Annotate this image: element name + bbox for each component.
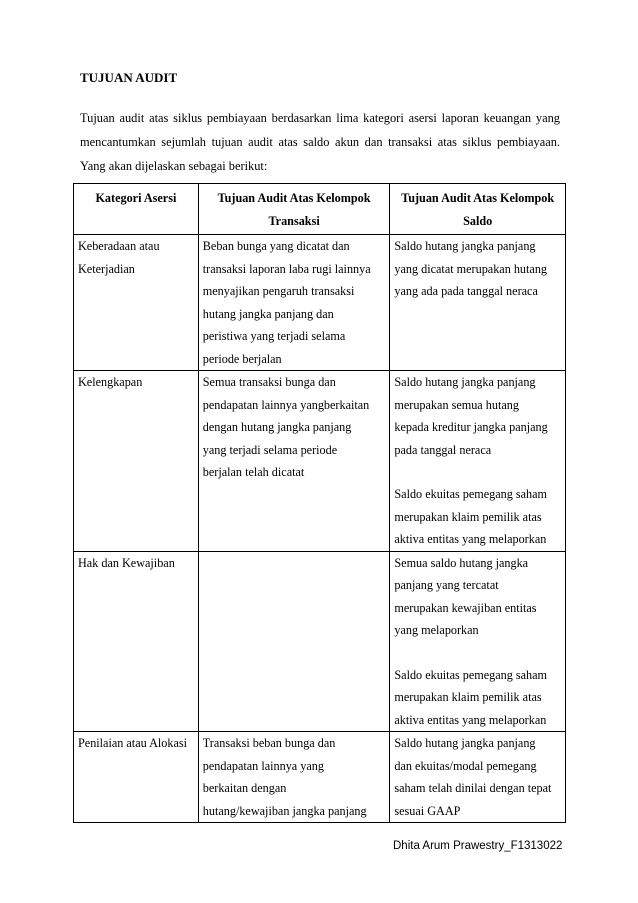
section-title: TUJUAN AUDIT <box>80 70 178 85</box>
cell-kategori: Penilaian atau Alokasi <box>74 732 199 823</box>
cell-saldo: Saldo hutang jangka panjang merupakan semua hutang kepada kreditur jangka panjang pada tanggal neraca Saldo ekuitas pemegang saham merupakan klaim pemilik atas aktiva entitas yang melaporkan <box>390 371 566 552</box>
cell-kategori: Hak dan Kewajiban <box>74 551 199 732</box>
intro-paragraph: Tujuan audit atas siklus pembiayaan berdasarkan lima kategori asersi laporan keuangan yang mencantumkan sejumlah tujuan audit atas saldo akun dan transaksi atas siklus pembiayaan. Yang akan dijelaskan sebagai berikut: <box>80 111 560 173</box>
cell-kategori: Kelengkapan <box>74 371 199 552</box>
header-kategori-asersi: Kategori Asersi <box>74 184 199 235</box>
cell-saldo: Semua saldo hutang jangka panjang yang tercatat merupakan kewajiban entitas yang melaporkan Saldo ekuitas pemegang saham merupakan klaim pemilik atas aktiva entitas yang melaporkan <box>390 551 566 732</box>
cell-saldo: Saldo hutang jangka panjang dan ekuitas/modal pemegang saham telah dinilai dengan tepat sesuai GAAP <box>390 732 566 823</box>
header-tujuan-transaksi: Tujuan Audit Atas Kelompok Transaksi <box>198 184 390 235</box>
cell-transaksi <box>198 551 390 732</box>
table-row <box>74 235 566 371</box>
cell-kategori: Keberadaan atau Keterjadian <box>74 235 199 371</box>
cell-saldo: Saldo hutang jangka panjang yang dicatat merupakan hutang yang ada pada tanggal neraca <box>390 235 566 371</box>
table-row <box>74 551 566 732</box>
table-header-row <box>74 184 566 235</box>
audit-objectives-table <box>73 183 566 823</box>
footer-author: Dhita Arum Prawestry_F1313022 <box>393 840 563 852</box>
table-row <box>74 371 566 552</box>
cell-transaksi: Transaksi beban bunga dan pendapatan lainnya yang berkaitan dengan hutang/kewajiban jangka panjang <box>198 732 390 823</box>
cell-transaksi: Beban bunga yang dicatat dan transaksi laporan laba rugi lainnya menyajikan pengaruh transaksi hutang jangka panjang dan peristiwa yang terjadi selama periode berjalan <box>198 235 390 371</box>
header-tujuan-saldo: Tujuan Audit Atas Kelompok Saldo <box>390 184 566 235</box>
cell-transaksi: Semua transaksi bunga dan pendapatan lainnya yangberkaitan dengan hutang jangka panjang yang terjadi selama periode berjalan telah dicatat <box>198 371 390 552</box>
table-row <box>74 732 566 823</box>
